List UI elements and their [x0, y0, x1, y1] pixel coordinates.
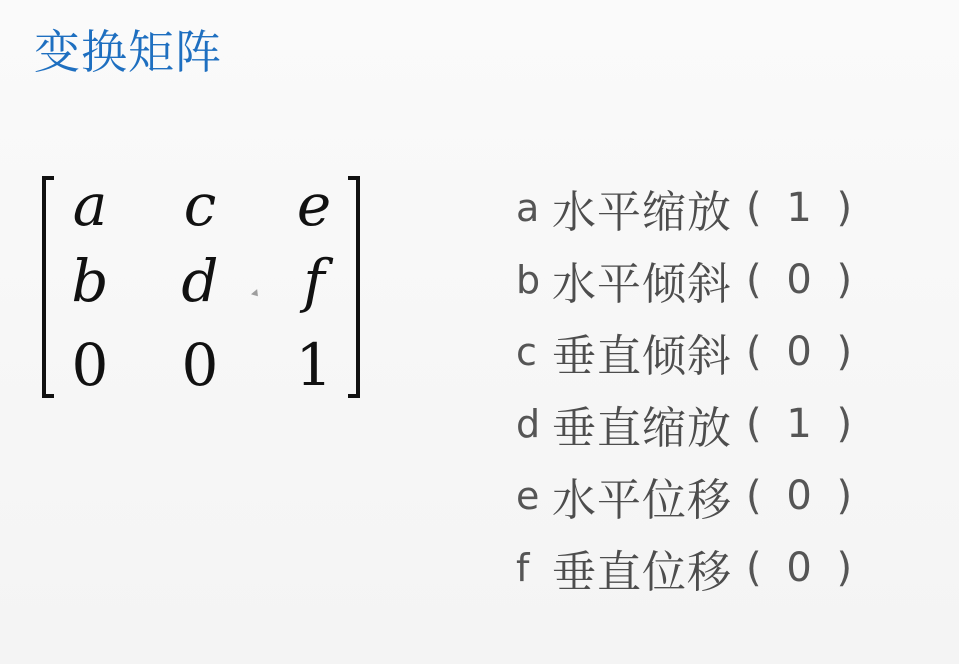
transform-matrix	[38, 171, 368, 402]
matrix-cell-zero-1: 0	[71, 331, 109, 399]
legend-item-f	[516, 532, 936, 604]
matrix-cell-a: a	[72, 171, 108, 239]
legend-description: 水平位移	[552, 475, 732, 526]
matrix-cell-f: f	[303, 247, 325, 315]
legend-key: a	[516, 186, 540, 230]
legend-item-c	[516, 316, 936, 388]
legend-value: ( 0 )	[746, 257, 859, 303]
matrix-legend	[516, 172, 936, 604]
legend-item-a	[516, 172, 936, 244]
legend-value: ( 0 )	[746, 473, 859, 519]
legend-key: e	[516, 474, 540, 518]
legend-description: 垂直缩放	[552, 403, 732, 454]
legend-key: f	[516, 546, 530, 590]
legend-value: ( 0 )	[746, 329, 859, 375]
legend-description: 垂直倾斜	[552, 331, 732, 382]
matrix-cell-zero-2: 0	[181, 331, 219, 399]
matrix-cell-c: c	[183, 171, 217, 239]
matrix-cell-b: b	[71, 247, 109, 315]
legend-value: ( 1 )	[746, 185, 859, 231]
legend-value: ( 1 )	[746, 401, 859, 447]
page-title: 变换矩阵	[34, 25, 222, 79]
matrix-cell-e: e	[296, 171, 332, 239]
legend-item-d	[516, 388, 936, 460]
legend-key: c	[516, 330, 537, 374]
legend-description: 垂直位移	[552, 547, 732, 598]
legend-description: 水平缩放	[552, 187, 732, 238]
legend-item-e	[516, 460, 936, 532]
matrix-cell-d: d	[181, 247, 219, 315]
legend-description: 水平倾斜	[552, 259, 732, 310]
legend-item-b	[516, 244, 936, 316]
legend-key: b	[516, 258, 541, 302]
matrix-cell-one: 1	[295, 331, 333, 399]
legend-value: ( 0 )	[746, 545, 859, 591]
legend-key: d	[516, 402, 541, 446]
